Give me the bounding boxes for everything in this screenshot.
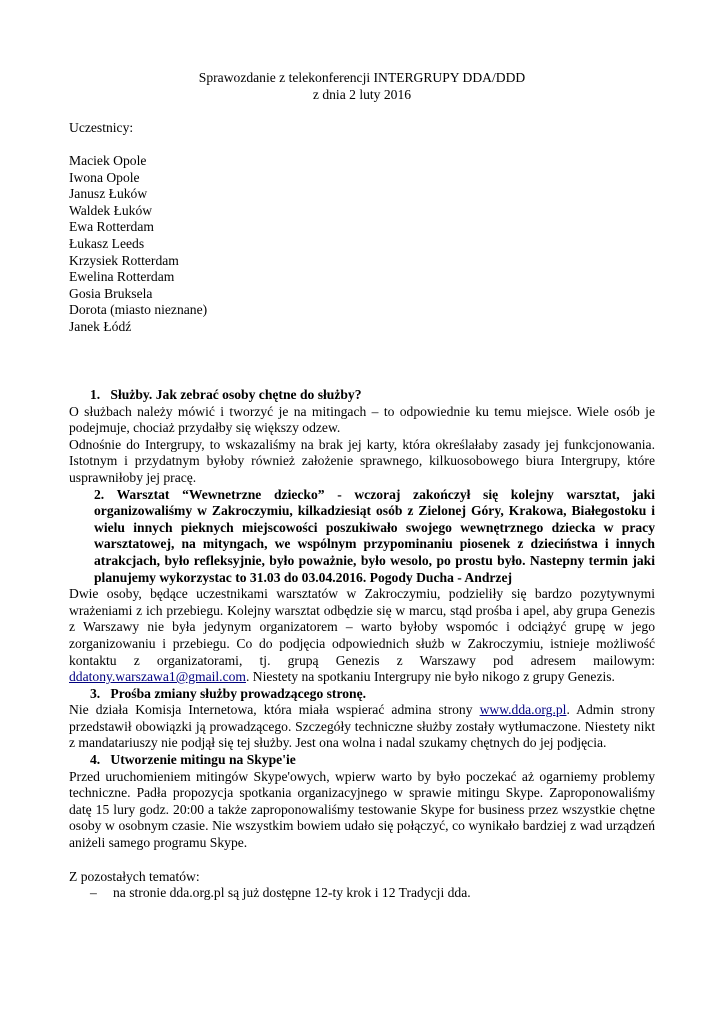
participant-name: Ewelina Rotterdam <box>69 269 175 285</box>
document-header <box>69 70 655 103</box>
email-link[interactable]: ddatony.warszawa1@gmail.com <box>69 669 246 685</box>
section-3-text-end: . Admin strony przedstawił obowiązki ją prowadzącego. Szczegóły techniczne służby zostały wytłumaczone. Niestety nikt z mandatariuszy nie podjął się tej służby. Jest ona wolna i nadal szukamy chętnych do jej podjęcia. <box>69 702 655 751</box>
participants-label: Uczestnicy: <box>69 120 134 135</box>
section-4-heading: 4. Utworzenie mitingu na Skype'ie <box>90 752 296 768</box>
section-1-paragraph: O służbach należy mówić i tworzyć je na mitingach – to odpowiednie ku temu miejsce. Wiele osób je podejmuje, chociaż przydałby się większy odzew. <box>69 403 655 436</box>
participant-name: Waldek Łuków <box>69 202 153 218</box>
participant-name: Łukasz Leeds <box>69 235 145 251</box>
section-2-paragraph <box>69 586 655 686</box>
participant-name: Ewa Rotterdam <box>69 219 154 235</box>
other-topics-label: Z pozostałych tematów: <box>69 868 200 884</box>
participant-name: Krzysiek Rotterdam <box>69 252 179 268</box>
section-3-heading: 3. Prośba zmiany służby prowadzącego stronę. <box>90 685 367 701</box>
other-topics-item <box>69 885 655 902</box>
participant-name: Janusz Łuków <box>69 186 148 202</box>
section-1-paragraph: Odnośnie do Intergrupy, to wskazaliśmy na brak jej karty, która określałaby zasady jej funkcjonowania. Istotnym i przydatnym byłoby również założenie sprawnego, kilkuosobowego biura Intergrupy, które usprawniłoby jej pracę. <box>69 436 655 485</box>
section-2-text-end: . Niestety na spotkaniu Intergrupy nie było nikogo z grupy Genezis. <box>245 669 615 685</box>
website-link[interactable]: www.dda.org.pl <box>479 702 567 718</box>
other-topics-text: na stronie dda.org.pl są już dostępne 12-ty krok i 12 Tradycji dda. <box>113 885 471 901</box>
section-4-paragraph: Przed uruchomieniem mitingów Skype'owych, wpierw warto by było poczekać aż ogarniemy problemy techniczne. Padła propozycja spotkania organizacyjnego w sprawie mitingu Skype. Zaproponowaliśmy datę 15 lury godz. 20:00 a także zaproponowaliśmy testowanie Skype for business przez wszystkie chętne osoby w osobnym czasie. Nie wszystkim bowiem udało się połączyć, co wynikało bardziej z wad urządzeń aniżeli samego programu Skype. <box>69 768 655 851</box>
document-date: z dnia 2 luty 2016 <box>312 86 412 102</box>
section-2-heading: 2. Warsztat “Wewnetrzne dziecko” - wczoraj zakończył się kolejny warsztat, jaki organizowaliśmy w Zakroczymiu, kilkadziesiąt osób z Zielonej Góry, Krakowa, Białegostoku i wielu innych pieknych miejscowości poszukiwało swojego wewnętrznego dziecka w pracy warsztatowej, na mityngach, we wspólnym przypominaniu piosenek z dzieciństwa i innych atrakcjach, było refleksyjnie, było poważnie, było wesolo, po prostu było. Nastepny termin jaki planujemy wykorzystac to 31.03 do 03.04.2016. Pogody Ducha - Andrzej <box>94 486 655 585</box>
section-3-paragraph <box>69 702 655 752</box>
section-2-text: Dwie osoby, będące uczestnikami warsztatów w Zakroczymiu, podzieliły się bardzo pozytywnymi wrażeniami z ich przebiegu. Kolejny warsztat odbędzie się w marcu, stąd prośba i apel, aby grupa Genezis z Warszawy nie była jedynym organizatorem – warto byłoby wspomóc i odciążyć grupę w jego zorganizowaniu i przebiegu. Co do podjęcia odpowiednich służb w Zakroczymiu, istnieje możliwość kontaktu z organizatorami, tj. grupą Genezis z Warszawy pod adresem mailowym: <box>69 586 655 668</box>
participants-block <box>69 120 655 137</box>
document-title: Sprawozdanie z telekonferencji INTERGRUPY DDA/DDD <box>198 70 526 85</box>
participant-name: Dorota (miasto nieznane) <box>69 302 208 318</box>
participants-list <box>69 153 655 336</box>
dash-bullet: – <box>90 885 97 901</box>
report-body <box>69 387 655 902</box>
participant-name: Iwona Opole <box>69 169 140 185</box>
participant-name: Janek Łódź <box>69 318 132 334</box>
section-1-heading: 1. Służby. Jak zebrać osoby chętne do służby? <box>90 387 362 402</box>
section-3-text: Nie działa Komisja Internetowa, która miała wspierać admina strony <box>69 702 480 718</box>
participant-name: Gosia Bruksela <box>69 285 153 301</box>
participant-name: Maciek Opole <box>69 153 147 168</box>
